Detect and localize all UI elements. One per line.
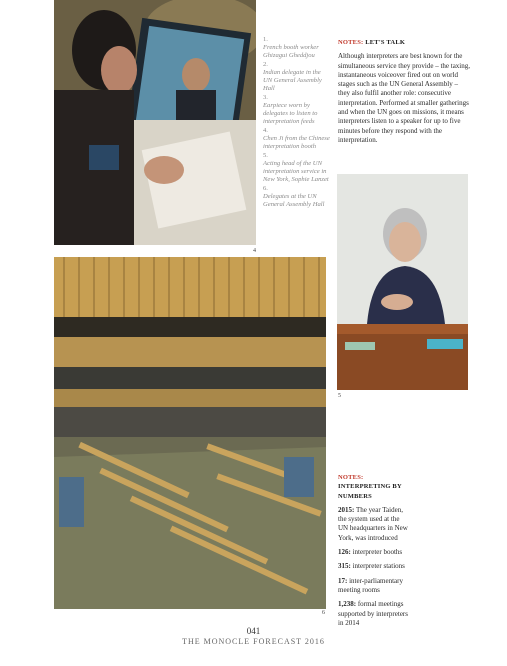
stat-value: 2015: <box>338 505 355 514</box>
notes-title <box>338 38 470 47</box>
caption-text: French booth worker Ghizagui Gheddjou <box>263 44 319 59</box>
photo-interpreter-laptop <box>54 0 256 245</box>
caption-number: 3. <box>263 94 268 101</box>
caption-number: 6. <box>263 185 268 192</box>
notes-title <box>338 473 410 501</box>
photo-number: 6 <box>322 610 325 616</box>
caption-number: 1. <box>263 36 268 43</box>
caption-item <box>263 36 331 60</box>
notes-interpreting-by-numbers <box>338 473 410 633</box>
stat-text: inter-parliamentary meeting rooms <box>338 576 403 594</box>
stat-text: The year Taiden, the system used at the UN headquarters in New York, was introduced <box>338 505 408 542</box>
stat-text: interpreter stations <box>350 562 405 571</box>
notes-label: NOTES: <box>338 474 364 481</box>
notes-body: Although interpreters are best known for the simultaneous service they provide – the taxing, instantaneous voiceover fired out on world stages such as the UN General Assembly – they also fulfil another role: consecutive interpretation. Performed at smaller gatherings and when the UN goes on missions, it means interpreters listen to a speaker for up to five minutes before they respond with the interpretation. <box>338 52 470 144</box>
caption-text: Indian delegate in the UN General Assembly Hall <box>263 69 322 92</box>
notes-heading: LET'S TALK <box>365 39 406 46</box>
caption-item <box>263 94 331 126</box>
publication-name: THE MONOCLE FORECAST 2016 <box>182 637 325 646</box>
stat-item <box>338 506 410 543</box>
caption-number: 5. <box>263 152 268 159</box>
photo-number: 5 <box>338 393 341 399</box>
photo-portrait <box>337 174 468 390</box>
caption-item <box>263 185 331 209</box>
caption-item <box>263 127 331 151</box>
caption-text: Acting head of the UN interpretation service in New York, Sophie Lanzet <box>263 160 329 183</box>
stat-value: 315: <box>338 562 351 571</box>
caption-text: Earpiece worn by delegates to listen to interpretation feeds <box>263 102 318 125</box>
notes-lets-talk <box>338 38 470 145</box>
notes-heading: INTERPRETING BY NUMBERS <box>338 483 402 500</box>
page-number: 041 <box>246 626 261 636</box>
stat-item <box>338 548 410 557</box>
caption-text: Delegates at the UN General Assembly Hall <box>263 193 325 208</box>
stat-text: interpreter booths <box>350 548 403 557</box>
caption-list <box>263 36 331 210</box>
stat-item <box>338 577 410 596</box>
stat-value: 17: <box>338 576 348 585</box>
caption-item <box>263 152 331 184</box>
stat-item <box>338 562 410 571</box>
caption-text: Chen Ji from the Chinese interpretation booth <box>263 135 330 150</box>
photo-assembly-hall <box>54 257 326 609</box>
stat-item <box>338 600 410 628</box>
stat-value: 126: <box>338 548 351 557</box>
stat-text: formal meetings supported by interpreters in 2014 <box>338 600 408 627</box>
stat-value: 1,238: <box>338 600 357 609</box>
caption-number: 4. <box>263 127 268 134</box>
photo-number: 4 <box>253 248 256 254</box>
caption-item <box>263 61 331 93</box>
caption-number: 2. <box>263 61 268 68</box>
notes-label: NOTES: <box>338 39 364 46</box>
